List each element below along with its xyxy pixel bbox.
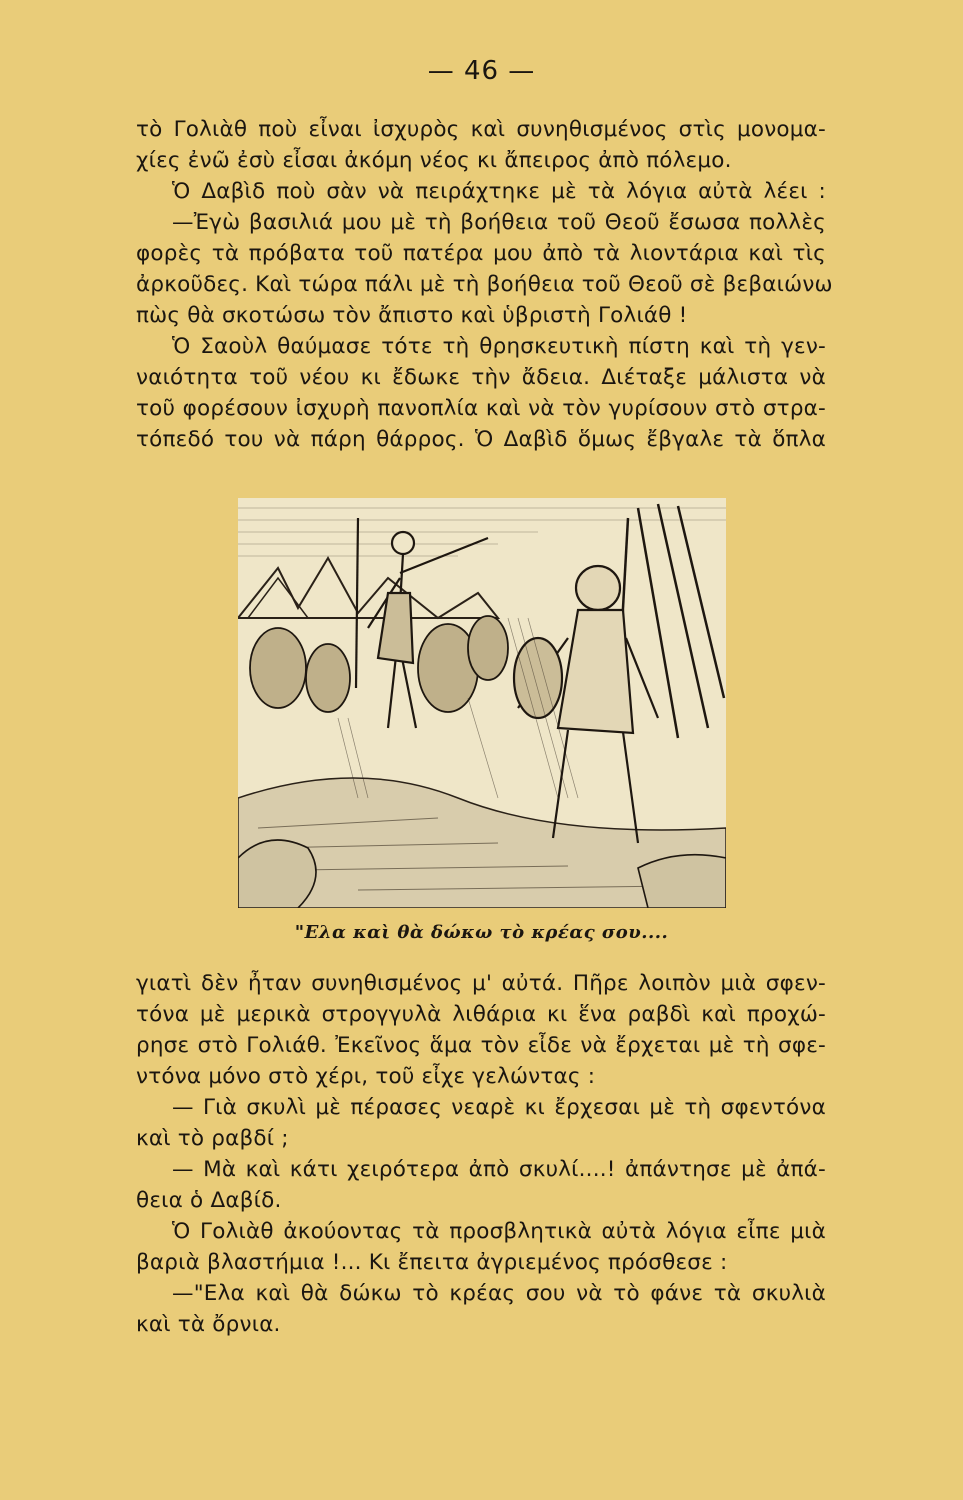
top-paragraphs <box>136 114 833 455</box>
text-line: — Μὰ καὶ κάτι χειρότερα ἀπὸ σκυλί....! ἀπάντησε μὲ ἀπά- <box>172 1157 826 1182</box>
text-line: πὼς θὰ σκοτώσω τὸν ἄπιστο καὶ ὑβριστὴ Γολιάθ ! <box>136 303 688 328</box>
text-line: φορὲς τὰ πρόβατα τοῦ πατέρα μου ἀπὸ τὰ λιοντάρια καὶ τὶς <box>136 241 826 266</box>
text-line: Ὁ Γολιὰθ ἀκούοντας τὰ προσβλητικὰ αὐτὰ λόγια εἶπε μιὰ <box>172 1219 826 1244</box>
text-line: τὸ Γολιὰθ ποὺ εἶναι ἰσχυρὸς καὶ συνηθισμένος στὶς μονομα- <box>136 117 826 142</box>
illustration-caption: "Ελα καὶ θὰ δώκω τὸ κρέας σου.... <box>294 922 669 943</box>
text-line: ναιότητα τοῦ νέου κι ἔδωκε τὴν ἄδεια. Διέταξε μάλιστα νὰ <box>136 365 826 390</box>
text-line: τόπεδό του νὰ πάρη θάρρος. Ὁ Δαβὶδ ὅμως ἔβγαλε τὰ ὅπλα <box>136 427 826 452</box>
bottom-paragraphs <box>136 968 826 1340</box>
text-line: γιατὶ δὲν ἦταν συνηθισμένος μ' αὐτά. Πῆρε λοιπὸν μιὰ σφεν- <box>136 971 826 996</box>
text-line: βαριὰ βλαστήμια !... Κι ἔπειτα ἀγριεμένος πρόσθεσε : <box>136 1250 728 1275</box>
text-line: Ὁ Σαοὺλ θαύμασε τότε τὴ θρησκευτικὴ πίστη καὶ τὴ γεν- <box>172 334 826 359</box>
text-line: καὶ τὸ ραβδί ; <box>136 1126 289 1151</box>
text-line: —"Ελα καὶ θὰ δώκω τὸ κρέας σου νὰ τὸ φάνε τὰ σκυλιὰ <box>172 1281 826 1306</box>
text-line: τόνα μὲ μερικὰ στρογγυλὰ λιθάρια κι ἕνα ραβδὶ καὶ προχώ- <box>136 1002 826 1027</box>
text-line: ντόνα μόνο στὸ χέρι, τοῦ εἶχε γελώντας : <box>136 1064 596 1089</box>
text-line: τοῦ φορέσουν ἰσχυρὴ πανοπλία καὶ νὰ τὸν γυρίσουν στὸ στρα- <box>136 396 826 421</box>
text-line: — Γιὰ σκυλὶ μὲ πέρασες νεαρὲ κι ἔρχεσαι μὲ τὴ σφεντόνα <box>172 1095 826 1120</box>
engraving-illustration <box>238 498 726 908</box>
text-line: Ὁ Δαβὶδ ποὺ σὰν νὰ πειράχτηκε μὲ τὰ λόγια αὐτὰ λέει : <box>172 179 826 204</box>
text-line: —Ἐγὼ βασιλιά μου μὲ τὴ βοήθεια τοῦ Θεοῦ ἔσωσα πολλὲς <box>172 210 826 235</box>
text-line: ρησε στὸ Γολιάθ. Ἐκεῖνος ἅμα τὸν εἶδε νὰ ἔρχεται μὲ τὴ σφε- <box>136 1033 826 1058</box>
text-line: ἀρκοῦδες. Καὶ τώρα πάλι μὲ τὴ βοήθεια τοῦ Θεοῦ σὲ βεβαιώνω <box>136 272 833 297</box>
text-line: χίες ἐνῶ ἐσὺ εἶσαι ἀκόμη νέος κι ἄπειρος ἀπὸ πόλεμο. <box>136 148 732 173</box>
page-number: — 46 — <box>427 56 536 86</box>
text-line: θεια ὁ Δαβίδ. <box>136 1188 282 1213</box>
text-line: καὶ τὰ ὄρνια. <box>136 1312 281 1337</box>
